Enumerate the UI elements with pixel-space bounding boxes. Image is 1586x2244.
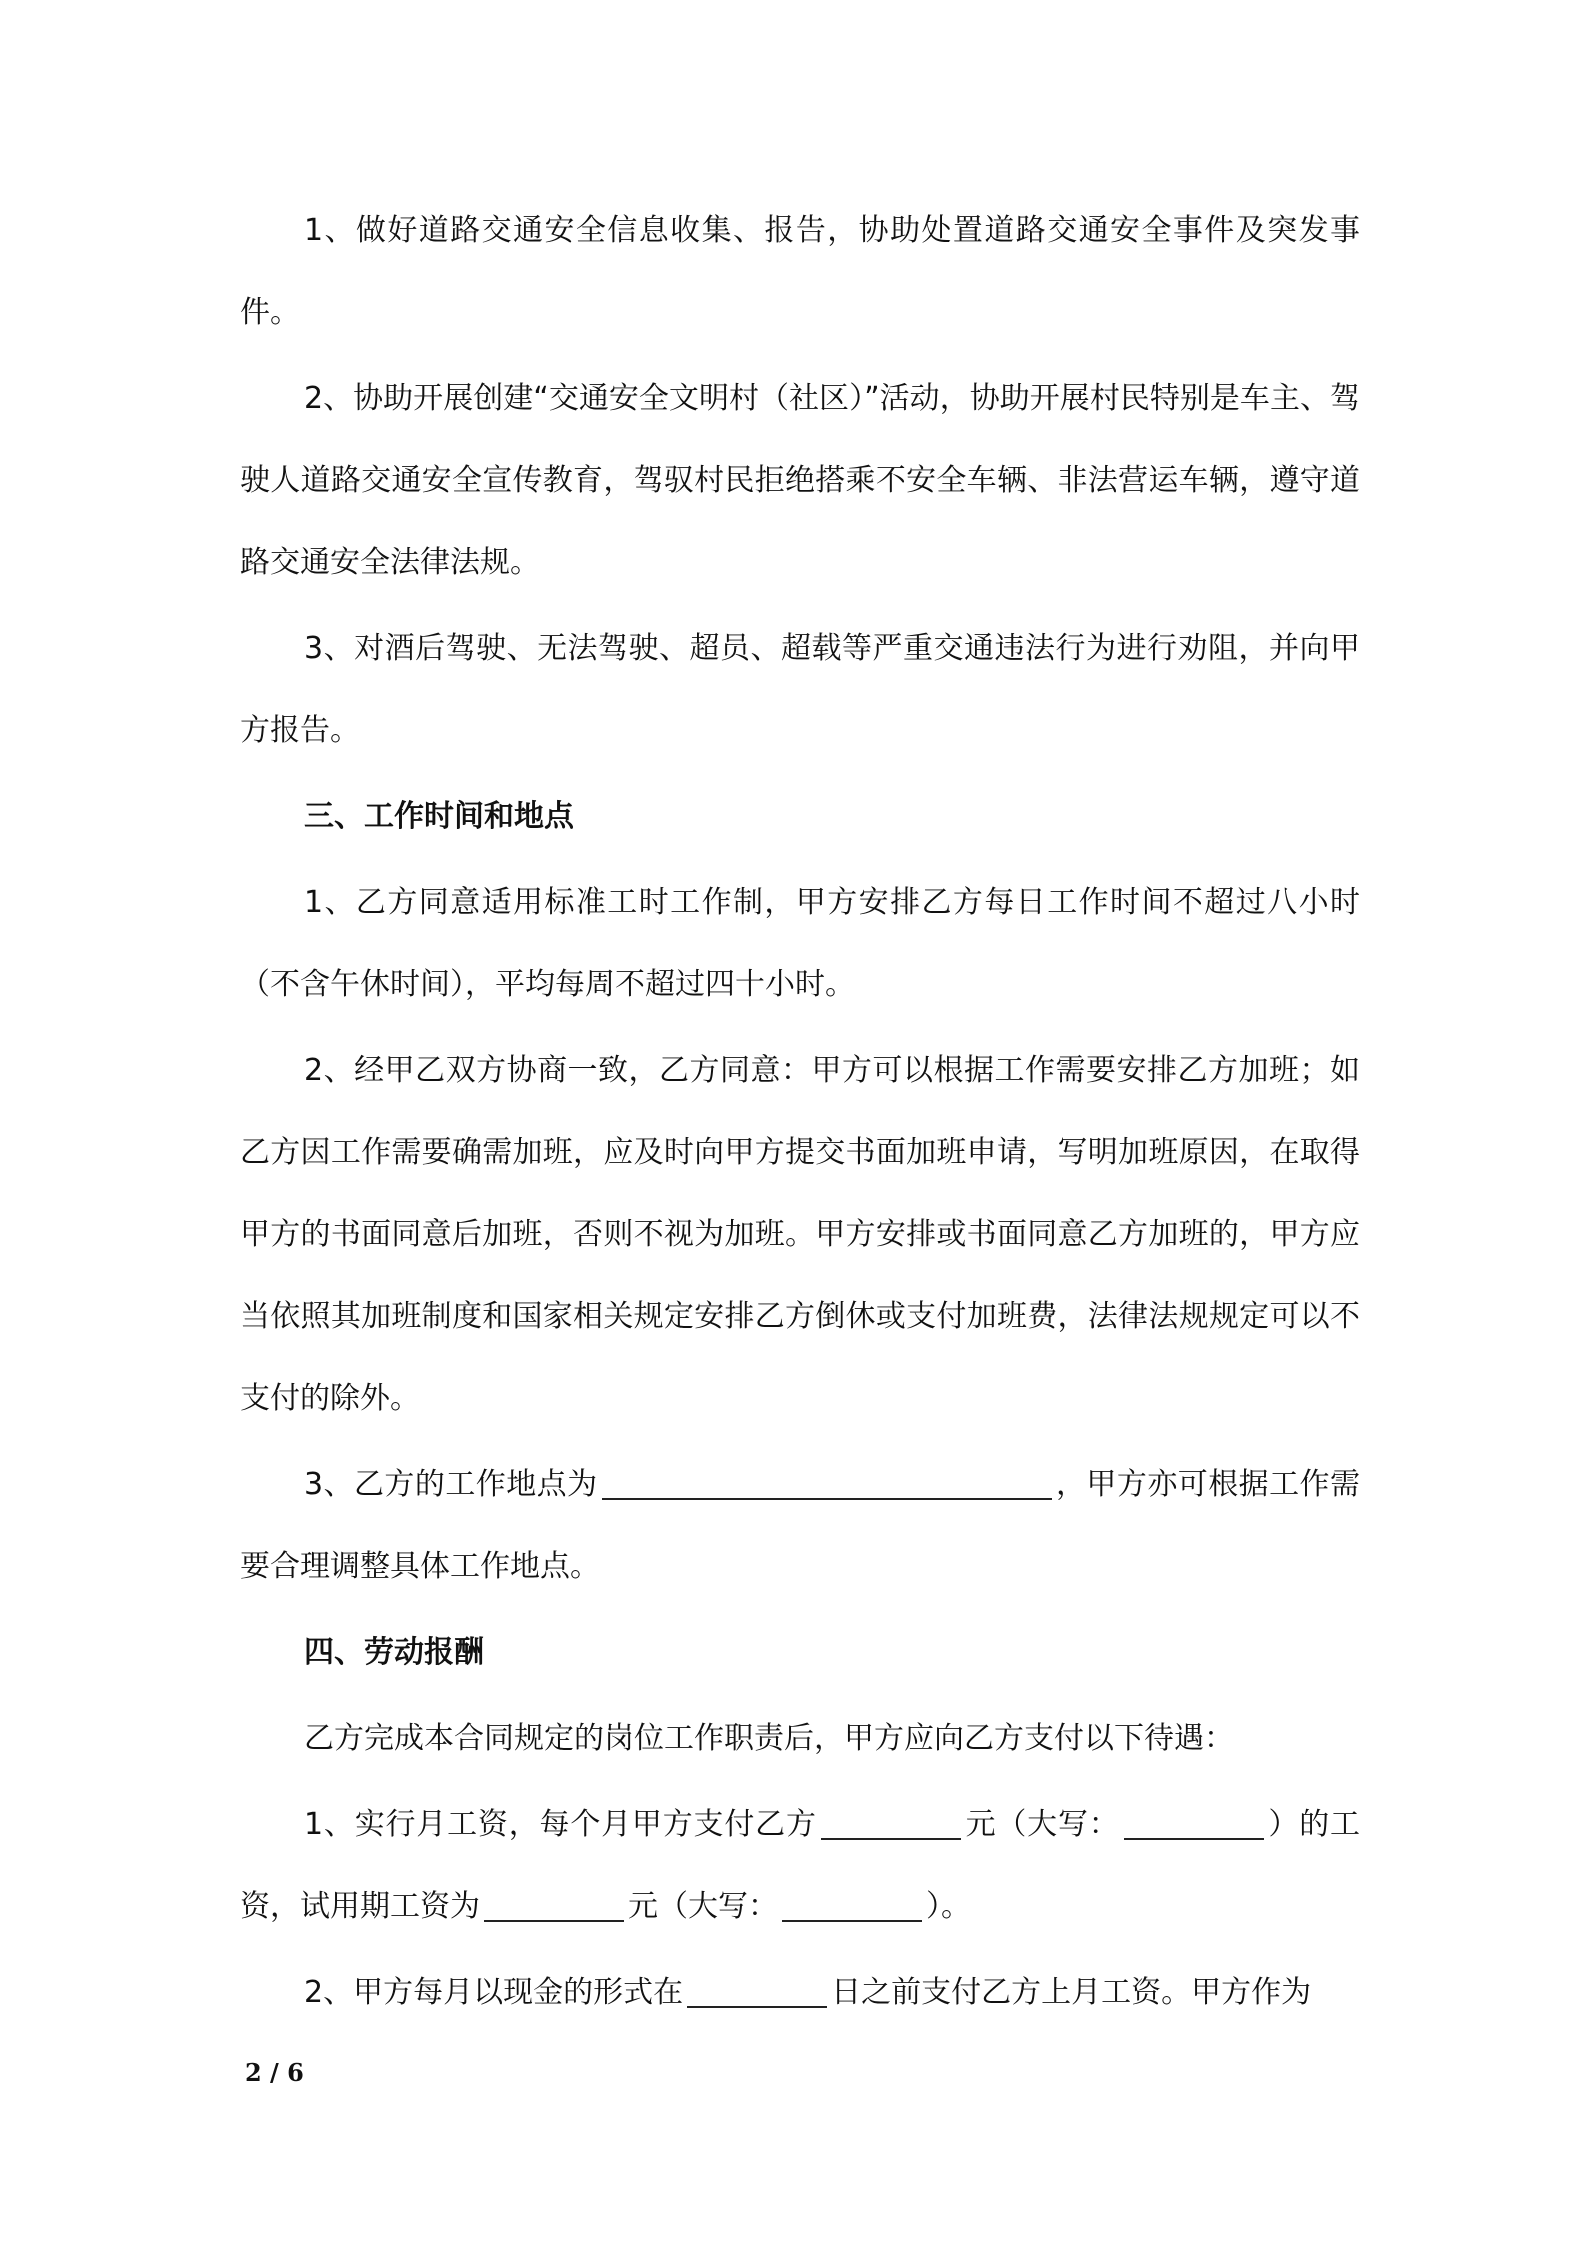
clause-4-1-text-e: ）。	[926, 1889, 971, 1924]
clause-3-3-text-b: ，甲方亦可根据工作需要合理调整具体工作地点。	[240, 1467, 1360, 1584]
clause-4-1	[240, 1784, 1360, 1948]
section-heading-remuneration: 四、劳动报酬	[304, 1635, 484, 1670]
clause-2-3: 3、对酒后驾驶、无法驾驶、超员、超载等严重交通违法行为进行劝阻，并向甲方报告。	[240, 631, 1360, 748]
clause-2-1: 1、做好道路交通安全信息收集、报告，协助处置道路交通安全事件及突发事件。	[240, 213, 1360, 330]
section-heading-work-time: 三、工作时间和地点	[304, 799, 574, 834]
clause-3-3	[240, 1444, 1360, 1608]
pay-day-blank[interactable]	[687, 1970, 827, 2008]
clause-3-2: 2、经甲乙双方协商一致，乙方同意：甲方可以根据工作需要安排乙方加班；如乙方因工作需要确需加班，应及时向甲方提交书面加班申请，写明加班原因，在取得甲方的书面同意后加班，否则不视为加班。甲方安排或书面同意乙方加班的，甲方应当依照其加班制度和国家相关规定安排乙方倒休或支付加班费，法律法规规定可以不支付的除外。	[240, 1053, 1360, 1416]
monthly-salary-blank[interactable]	[821, 1802, 961, 1840]
clause-3-1: 1、乙方同意适用标准工时工作制，甲方安排乙方每日工作时间不超过八小时（不含午休时间），平均每周不超过四十小时。	[240, 885, 1360, 1002]
clause-4-1-text-d: 元（大写：	[628, 1889, 778, 1924]
work-location-blank[interactable]	[602, 1462, 1052, 1500]
clause-4-1-text-b: 元（大写：	[964, 1807, 1120, 1842]
clause-4-2-text-b: 日之前支付乙方上月工资。甲方作为	[831, 1975, 1312, 2010]
remuneration-intro: 乙方完成本合同规定的岗位工作职责后，甲方应向乙方支付以下待遇：	[304, 1721, 1234, 1756]
document-body	[240, 190, 1360, 2038]
clause-4-1-text-a: 1、实行月工资，每个月甲方支付乙方	[304, 1807, 817, 1842]
page-number: 2 / 6	[245, 2058, 304, 2087]
clause-4-2-text-a: 2、甲方每月以现金的形式在	[304, 1975, 684, 2010]
clause-3-3-text-a: 3、乙方的工作地点为	[304, 1467, 598, 1502]
clause-4-1-text-c: ）的工资，试用期工资为	[240, 1807, 1361, 1924]
probation-salary-blank[interactable]	[484, 1884, 624, 1922]
probation-salary-words-blank[interactable]	[782, 1884, 922, 1922]
monthly-salary-words-blank[interactable]	[1124, 1802, 1264, 1840]
clause-2-2: 2、协助开展创建“交通安全文明村（社区）”活动，协助开展村民特别是车主、驾驶人道路交通安全宣传教育，驾驭村民拒绝搭乘不安全车辆、非法营运车辆，遵守道路交通安全法律法规。	[240, 381, 1360, 580]
clause-4-2	[240, 1952, 1360, 2034]
